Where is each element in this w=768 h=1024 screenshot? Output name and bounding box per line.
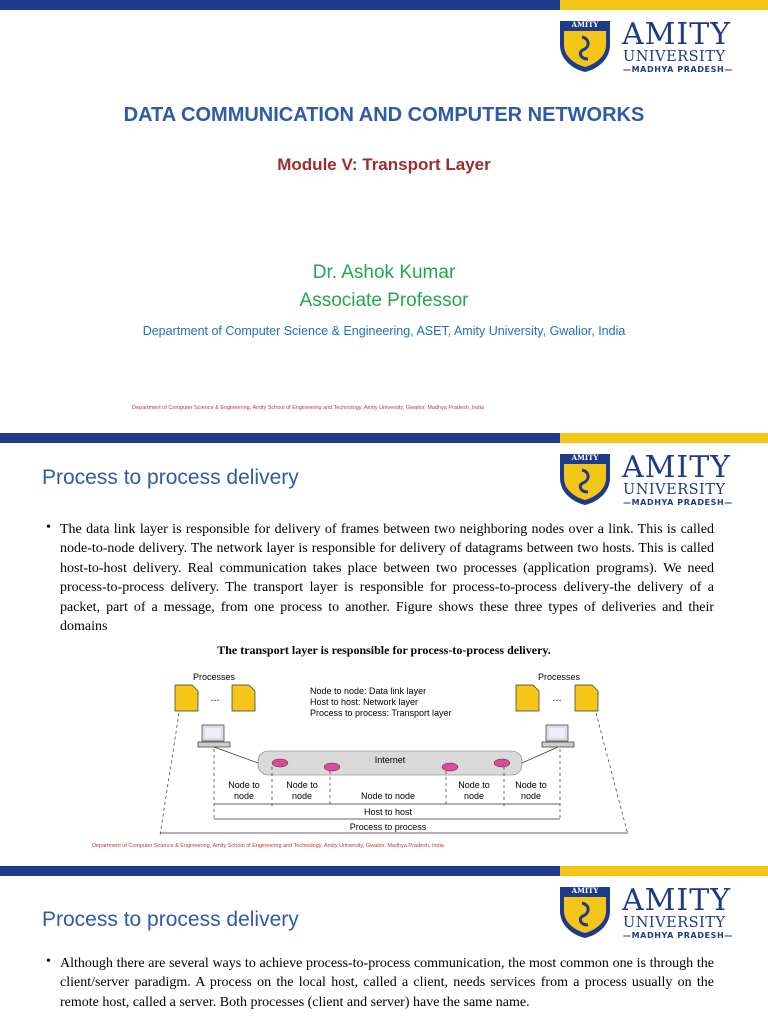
- seg5-line1: Node to: [515, 780, 547, 790]
- seg4-line1: Node to: [458, 780, 490, 790]
- seg1-line1: Node to: [228, 780, 260, 790]
- dots-left: ...: [210, 692, 220, 704]
- logo-word-amity: AMITY: [622, 883, 732, 918]
- bullet-marker: •: [46, 954, 51, 969]
- top-bar: [0, 0, 768, 10]
- slide-process-delivery-1: [0, 433, 768, 856]
- logo-word-region: —MADHYA PRADESH—: [623, 498, 733, 507]
- logo-word-region: —MADHYA PRADESH—: [623, 65, 733, 74]
- logo-word-university: UNIVERSITY: [623, 482, 726, 498]
- legend-line-2: Host to host: Network layer: [310, 697, 419, 707]
- author-department: Department of Computer Science & Engineering, ASET, Amity University, Gwalior, India: [142, 324, 626, 338]
- amity-logo: [556, 17, 752, 75]
- slide1-footer: Department of Computer Science & Engineering, Amity School of Engineering and Technology, Amity University, Gwalior, Madhya Pradesh, India: [132, 405, 484, 411]
- amity-logo: [556, 883, 752, 941]
- host-computer-left-icon: [198, 725, 230, 747]
- delivery-figure: [134, 639, 634, 839]
- crest-text: AMITY: [571, 453, 599, 462]
- legend-line-3: Process to process: Transport layer: [310, 708, 452, 718]
- crest-text: AMITY: [571, 886, 599, 895]
- seg2-line1: Node to: [286, 780, 318, 790]
- logo-word-university: UNIVERSITY: [623, 915, 726, 931]
- process-to-process-label: Process to process: [349, 822, 427, 832]
- slide3-paragraph: Although there are several ways to achieve process-to-process communication, the most common one is through the client/server paradigm. A process on the local host, called a client, needs services from a process usually on the remote host, called a server. Both processes (client and server) have the same name.: [60, 956, 714, 1010]
- bullet-marker: •: [46, 520, 51, 535]
- dots-right: ...: [552, 692, 562, 704]
- host-computer-right-icon: [542, 725, 574, 747]
- seg4-line2: node: [463, 791, 485, 801]
- logo-word-region: —MADHYA PRADESH—: [623, 931, 733, 940]
- slide1-subtitle: Module V: Transport Layer: [277, 155, 491, 174]
- internet-label: Internet: [374, 755, 406, 765]
- logo-word-amity: AMITY: [622, 450, 732, 485]
- slide-title: [0, 0, 768, 423]
- slide2-title: Process to process delivery: [42, 466, 299, 489]
- amity-logo: [556, 450, 752, 508]
- slide3-title: Process to process delivery: [42, 908, 299, 931]
- logo-word-amity: AMITY: [622, 17, 732, 52]
- top-bar: [0, 866, 768, 876]
- top-bar: [0, 433, 768, 443]
- processes-left-label: Processes: [192, 672, 236, 682]
- seg5-line2: node: [520, 791, 542, 801]
- slide2-paragraph: The data link layer is responsible for delivery of frames between two neighboring nodes over a link. This is called node-to-node delivery. The network layer is responsible for delivery of datagrams between two hosts. This is called host-to-host delivery. Real communication takes place between two processes (application programs). We need process-to-process delivery. The transport layer is responsible for process-to-process delivery-the delivery of a packet, part of a message, from one process to another. Figure shows these three types of deliveries and their domains: [60, 522, 714, 635]
- logo-word-university: UNIVERSITY: [623, 49, 726, 65]
- crest-text: AMITY: [571, 20, 599, 29]
- seg3-label: Node to node: [360, 791, 416, 801]
- legend-line-1: Node to node: Data link layer: [310, 686, 427, 696]
- processes-right-label: Processes: [537, 672, 581, 682]
- author-role: Associate Professor: [299, 290, 469, 311]
- seg2-line2: node: [291, 791, 313, 801]
- logo-region-text: MADHYA PRADESH: [631, 65, 725, 74]
- host-to-host-label: Host to host: [363, 807, 413, 817]
- author-name: Dr. Ashok Kumar: [312, 262, 456, 283]
- logo-region-text: MADHYA PRADESH: [631, 931, 725, 940]
- slide-process-delivery-2: [0, 866, 768, 1024]
- seg1-line2: node: [233, 791, 255, 801]
- slide2-footer: Department of Computer Science & Engineering, Amity School of Engineering and Technology, Amity University, Gwalior, Madhya Pradesh, India: [92, 843, 444, 849]
- figure-caption: The transport layer is responsible for process-to-process delivery.: [217, 643, 551, 657]
- logo-region-text: MADHYA PRADESH: [631, 498, 725, 507]
- slide1-title: DATA COMMUNICATION AND COMPUTER NETWORKS: [123, 104, 645, 126]
